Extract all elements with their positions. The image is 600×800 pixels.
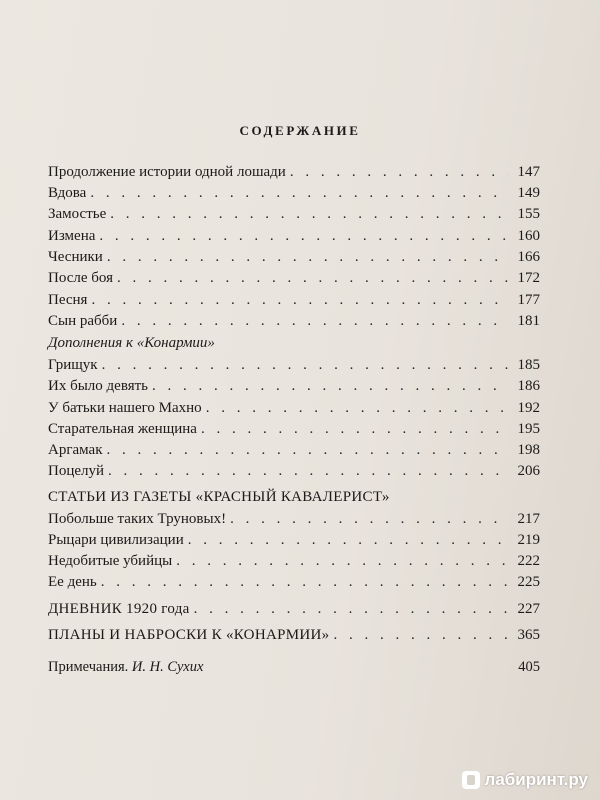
entry-title: Аргамак <box>48 442 103 458</box>
toc-entry <box>48 531 540 550</box>
entry-title: Недобитые убийцы <box>48 553 173 569</box>
toc-section-entry <box>48 600 540 619</box>
entry-page: 186 <box>517 378 540 394</box>
entry-page: 198 <box>517 442 540 458</box>
entry-page: 177 <box>517 292 540 308</box>
dot-leader <box>91 291 508 310</box>
dot-leader <box>102 356 508 375</box>
entry-title: Песня <box>48 292 88 308</box>
entry-page: 227 <box>517 601 540 617</box>
dot-leader <box>176 552 508 571</box>
toc-section-heading <box>48 488 540 507</box>
toc-entry <box>48 573 540 592</box>
entry-page: 166 <box>517 249 540 265</box>
toc-subsection-heading <box>48 334 540 353</box>
dot-leader <box>152 377 508 396</box>
dot-leader <box>194 600 508 619</box>
section-title: СТАТЬИ ИЗ ГАЗЕТЫ «КРАСНЫЙ КАВАЛЕРИСТ» <box>48 489 390 505</box>
entry-page: 172 <box>517 270 540 286</box>
entry-page: 225 <box>517 574 540 590</box>
labirint-logo-icon <box>462 771 480 789</box>
toc-entry <box>48 205 540 224</box>
dot-leader <box>188 531 508 550</box>
dot-leader <box>110 205 508 224</box>
toc-entry <box>48 291 540 310</box>
entry-title: Измена <box>48 228 96 244</box>
labirint-watermark <box>462 770 588 790</box>
entry-title: Грищук <box>48 357 98 373</box>
entry-title: Старательная женщина <box>48 421 197 437</box>
entry-page: 195 <box>517 421 540 437</box>
entry-page: 185 <box>517 357 540 373</box>
toc-entry <box>48 552 540 571</box>
section-title: ДНЕВНИК 1920 года <box>48 601 190 617</box>
dot-leader <box>107 248 508 267</box>
toc-entry <box>48 441 540 460</box>
entry-title: Ее день <box>48 574 97 590</box>
entry-title: Рыцари цивилизации <box>48 532 184 548</box>
notes-title <box>48 658 203 677</box>
section-title: ПЛАНЫ И НАБРОСКИ К «КОНАРМИИ» <box>48 627 330 643</box>
entry-page: 219 <box>517 532 540 548</box>
entry-title: У батьки нашего Махно <box>48 400 202 416</box>
entry-title: Сын рабби <box>48 313 118 329</box>
subsection-title: Дополнения к «Конармии» <box>48 335 215 351</box>
toc-entry <box>48 462 540 481</box>
notes-author: И. Н. Сухих <box>131 659 204 675</box>
entry-page: 155 <box>517 206 540 222</box>
toc-entry <box>48 269 540 288</box>
entry-page: 149 <box>517 185 540 201</box>
entry-page: 206 <box>517 463 540 479</box>
dot-leader <box>90 184 508 203</box>
toc-entry <box>48 356 540 375</box>
watermark-text: лабиринт.ру <box>484 770 588 789</box>
toc-notes-entry <box>48 658 540 677</box>
entry-title: Чесники <box>48 249 103 265</box>
toc-heading: СОДЕРЖАНИЕ <box>239 123 361 138</box>
dot-leader <box>206 399 508 418</box>
entry-page: 365 <box>517 627 540 643</box>
entry-title: Побольше таких Труновых! <box>48 511 227 527</box>
dot-leader <box>121 312 508 331</box>
toc-entry <box>48 248 540 267</box>
entry-page: 160 <box>517 228 540 244</box>
toc-entry <box>48 420 540 439</box>
entry-page: 192 <box>517 400 540 416</box>
toc-entry <box>48 227 540 246</box>
toc-entry <box>48 163 540 182</box>
entry-page: 181 <box>517 313 540 329</box>
entry-title: После боя <box>48 270 114 286</box>
toc-entry <box>48 399 540 418</box>
entry-title: Их было девять <box>48 378 148 394</box>
toc-entry <box>48 510 540 529</box>
entry-title: Замостье <box>48 206 107 222</box>
entry-title: Поцелуй <box>48 463 105 479</box>
toc-entry <box>48 377 540 396</box>
toc-entry <box>48 184 540 203</box>
dot-leader <box>333 626 508 645</box>
entry-page: 405 <box>518 659 540 675</box>
dot-leader <box>106 441 508 460</box>
dot-leader <box>99 227 508 246</box>
entry-page: 222 <box>517 553 540 569</box>
dot-leader <box>108 462 508 481</box>
dot-leader <box>201 420 508 439</box>
dot-leader <box>117 269 508 288</box>
toc-section-entry <box>48 626 540 645</box>
entry-page: 147 <box>517 164 540 180</box>
toc-entry <box>48 312 540 331</box>
entry-title: Вдова <box>48 185 87 201</box>
dot-leader <box>230 510 508 529</box>
entry-page: 217 <box>517 511 540 527</box>
dot-leader <box>101 573 508 592</box>
notes-label: Примечания. <box>48 659 129 675</box>
entry-title: Продолжение истории одной лошади <box>48 164 286 180</box>
dot-leader <box>290 163 508 182</box>
